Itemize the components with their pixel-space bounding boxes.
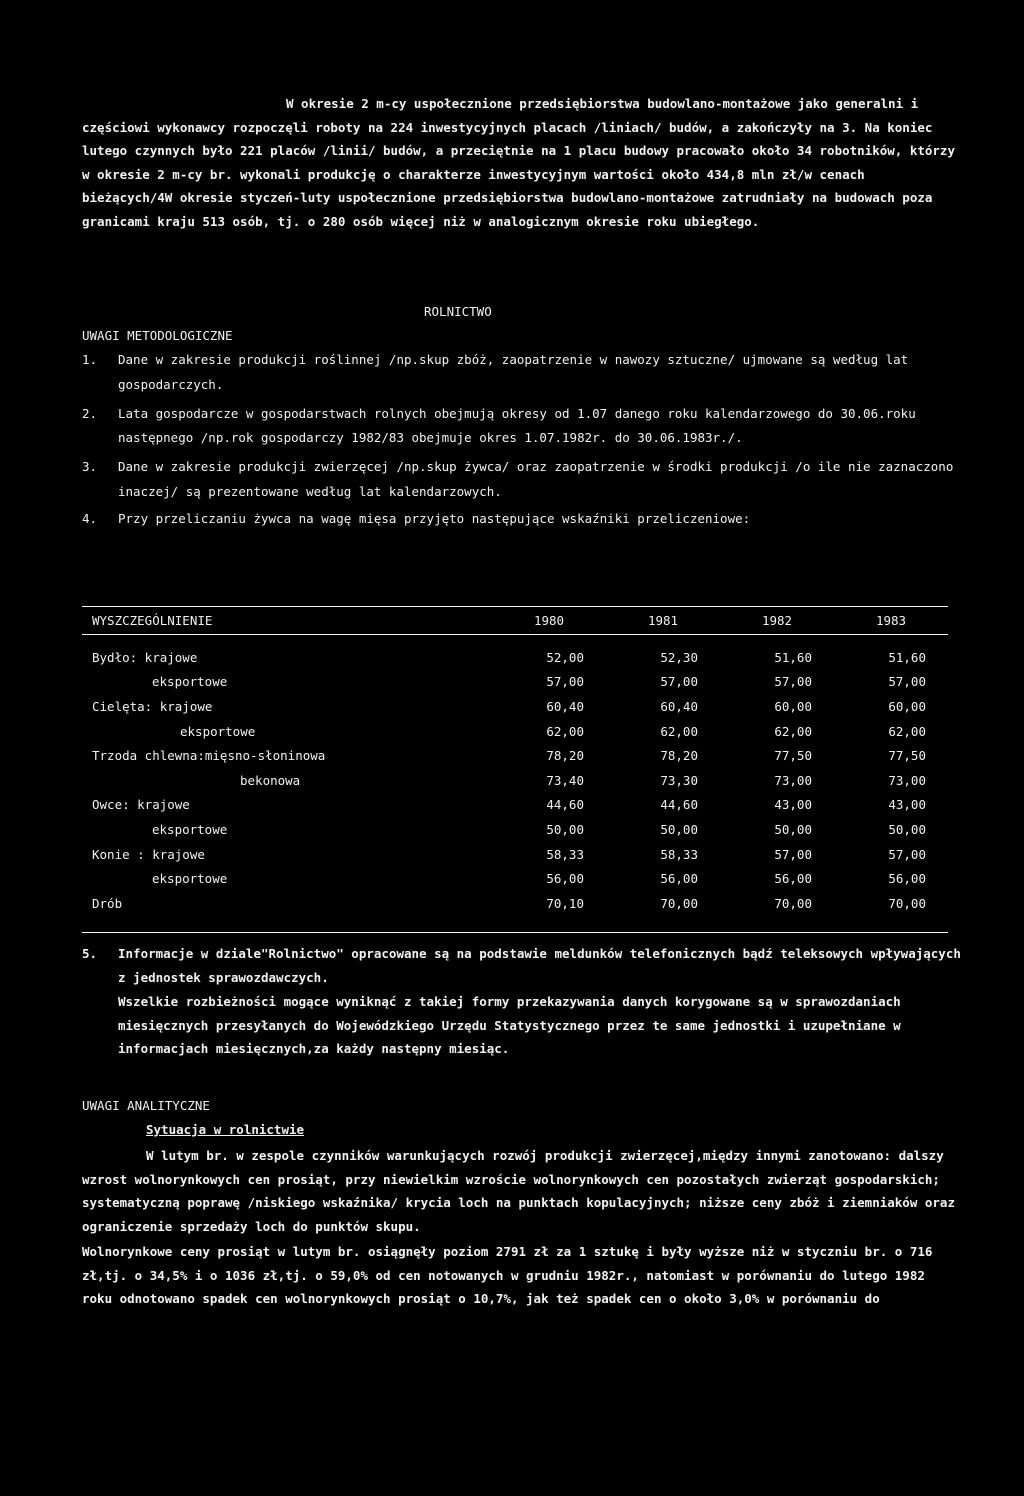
item-number: 4. <box>82 510 98 526</box>
cell-value: 57,00 <box>888 674 926 690</box>
header-year: 1980 <box>492 607 606 635</box>
item-number: 5. <box>82 946 98 961</box>
cell-value: 56,00 <box>888 871 926 887</box>
header-year: 1983 <box>834 607 948 635</box>
cell-value: 62,00 <box>546 723 584 739</box>
analytical-paragraph-1: W lutym br. w zespole czynników warunkujących rozwój produkcji zwierzęcej,między innymi zanotowano: dalszy wzrost wolnorynkowych cen prosiąt, przy niewielkim wzroście wolnorynkowych cen pozostałych zwierząt gospodarskich; systematyczną poprawę /niskiego wskaźnika/ krycia loch na punktach kopulacyjnych; niższe ceny zbóż i ziemniaków oraz ograniczenie sprzedaży loch do punktów skupu. <box>82 1148 963 1234</box>
cell-value: 52,00 <box>546 649 584 665</box>
item-number: 1. <box>82 352 98 367</box>
cell-value: 51,60 <box>888 649 926 665</box>
table-row <box>82 842 948 867</box>
table-row <box>82 719 948 744</box>
cell-value: 62,00 <box>660 723 698 739</box>
item-text: Dane w zakresie produkcji roślinnej /np.skup zbóż, zaopatrzenie w nawozy sztuczne/ ujmowane są według lat gospodarczych. <box>118 352 916 392</box>
cell-value: 57,00 <box>660 674 698 690</box>
cell-value: 50,00 <box>546 821 584 837</box>
table-bottom-rule <box>82 932 948 933</box>
item-text: Lata gospodarcze w gospodarstwach rolnych obejmują okresy od 1.07 danego roku kalendarzowego do 30.06.roku następnego /np.rok gospodarczy 1982/83 obejmuje okres 1.07.1982r. do 30.06.1983r./. <box>118 405 924 446</box>
row-label: eksportowe <box>152 821 228 837</box>
cell-value: 44,60 <box>546 797 584 813</box>
cell-value: 43,00 <box>774 797 812 813</box>
table-row <box>82 768 948 793</box>
cell-value: 73,40 <box>546 772 584 788</box>
table-header-row <box>82 607 948 635</box>
cell-value: 57,00 <box>546 674 584 690</box>
methodology-item <box>82 348 962 398</box>
analytical-paragraph-2: Wolnorynkowe ceny prosiąt w lutym br. osiągnęły poziom 2791 zł za 1 sztukę i były wyższe niż w styczniu br. o 716 zł,tj. o 34,5% i o 1036 zł,tj. o 59,0% od cen notowanych w grudniu 1982r., natomiast w porównaniu do lutego 1982 roku odnotowano spadek cen wolnorynkowych prosiąt o 10,7%, jak też spadek cen o około 3,0% w porównaniu do <box>82 1244 940 1307</box>
item-text: Dane w zakresie produkcji zwierzęcej /np.skup żywca/ oraz zaopatrzenie w środki produkcji /o ile nie zaznaczono inaczej/ są prezentowane według lat kalendarzowych. <box>118 459 961 499</box>
cell-value: 62,00 <box>888 723 926 739</box>
cell-value: 60,00 <box>888 698 926 714</box>
cell-value: 60,00 <box>774 698 812 714</box>
cell-value: 58,33 <box>546 846 584 862</box>
table-row <box>82 635 948 670</box>
cell-value: 70,10 <box>546 895 584 911</box>
row-label: Konie : krajowe <box>92 846 205 862</box>
note-5-continuation: Wszelkie rozbieżności mogące wyniknąć z takiej formy przekazywania danych korygowane są w sprawozdaniach miesięcznych przesyłanych do Wojewódzkiego Urzędu Statystycznego przez te same jednostki i uzupełniane w informacjach miesięcznych,za każdy następny miesiąc. <box>118 994 909 1057</box>
cell-value: 78,20 <box>546 748 584 764</box>
analytical-heading: UWAGI ANALITYCZNE <box>82 1098 210 1113</box>
table-row <box>82 670 948 695</box>
methodology-list <box>82 348 962 532</box>
cell-value: 56,00 <box>546 871 584 887</box>
cell-value: 56,00 <box>774 871 812 887</box>
note-5-item <box>82 942 969 989</box>
item-text: Przy przeliczaniu żywca na wagę mięsa przyjęto następujące wskaźniki przeliczeniowe: <box>118 510 751 526</box>
item-number: 2. <box>82 405 98 421</box>
cell-value: 70,00 <box>774 895 812 911</box>
table-row <box>82 793 948 818</box>
cell-value: 77,50 <box>774 748 812 764</box>
note-5 <box>82 942 969 989</box>
header-year: 1981 <box>606 607 720 635</box>
table-row <box>82 817 948 842</box>
header-year: 1982 <box>720 607 834 635</box>
cell-value: 60,40 <box>546 698 584 714</box>
row-label: Drób <box>92 895 123 911</box>
intro-paragraph: W okresie 2 m-cy uspołecznione przedsiębiorstwa budowlano-montażowe jako generalni i częściowi wykonawcy rozpoczęli roboty na 224 inwestycyjnych placach /liniach/ budów, a zakończyły na 3. Na koniec lutego czynnych było 221 placów /linii/ budów, a przeciętnie na 1 placu budowy pracowało około 34 robotników, którzy w okresie 2 m-cy br. wykonali produkcję o charakterze inwestycyjnym wartości około 434,8 mln zł/w cenach bieżących/4W okresie styczeń-luty uspołecznione przedsiębiorstwa budowlano-montażowe zatrudniały na budowach poza granicami kraju 513 osób, tj. o 280 osób więcej niż w analogicznym okresie roku ubiegłego. <box>82 96 963 229</box>
cell-value: 78,20 <box>660 748 698 764</box>
row-label: eksportowe <box>152 871 228 887</box>
methodology-item <box>82 455 962 505</box>
row-label: eksportowe <box>152 674 228 690</box>
cell-value: 44,60 <box>660 797 698 813</box>
row-label: Cielęta: krajowe <box>92 698 213 714</box>
item-number: 3. <box>82 459 98 475</box>
methodology-heading: UWAGI METODOLOGICZNE <box>82 328 233 343</box>
cell-value: 57,00 <box>774 846 812 862</box>
row-label: eksportowe <box>180 723 256 739</box>
cell-value: 57,00 <box>774 674 812 690</box>
cell-value: 60,40 <box>660 698 698 714</box>
cell-value: 57,00 <box>888 846 926 862</box>
cell-value: 73,00 <box>888 772 926 788</box>
analytical-subheading: Sytuacja w rolnictwie <box>146 1122 305 1137</box>
table-row <box>82 891 948 916</box>
cell-value: 70,00 <box>660 895 698 911</box>
cell-value: 70,00 <box>888 895 926 911</box>
row-label: Trzoda chlewna:mięsno-słoninowa <box>92 748 326 764</box>
cell-value: 56,00 <box>660 871 698 887</box>
header-category: WYSZCZEGÓLNIENIE <box>82 607 492 635</box>
row-label: Owce: krajowe <box>92 797 190 813</box>
cell-value: 73,30 <box>660 772 698 788</box>
item-text: Informacje w dziale"Rolnictwo" opracowane są na podstawie meldunków telefonicznych bądź teleksowych wpływających z jednostek sprawozdawczych. <box>118 946 969 985</box>
row-label: bekonowa <box>240 772 301 788</box>
cell-value: 50,00 <box>774 821 812 837</box>
cell-value: 58,33 <box>660 846 698 862</box>
cell-value: 52,30 <box>660 649 698 665</box>
conversion-table-wrapper <box>82 606 948 933</box>
cell-value: 62,00 <box>774 723 812 739</box>
methodology-item <box>82 402 962 452</box>
cell-value: 50,00 <box>660 821 698 837</box>
table-row <box>82 743 948 768</box>
cell-value: 73,00 <box>774 772 812 788</box>
methodology-item <box>82 507 962 532</box>
cell-value: 43,00 <box>888 797 926 813</box>
conversion-table <box>82 606 948 916</box>
cell-value: 77,50 <box>888 748 926 764</box>
cell-value: 51,60 <box>774 649 812 665</box>
section-title: ROLNICTWO <box>424 304 492 319</box>
table-row <box>82 866 948 891</box>
table-row <box>82 694 948 719</box>
cell-value: 50,00 <box>888 821 926 837</box>
row-label: Bydło: krajowe <box>92 649 198 665</box>
